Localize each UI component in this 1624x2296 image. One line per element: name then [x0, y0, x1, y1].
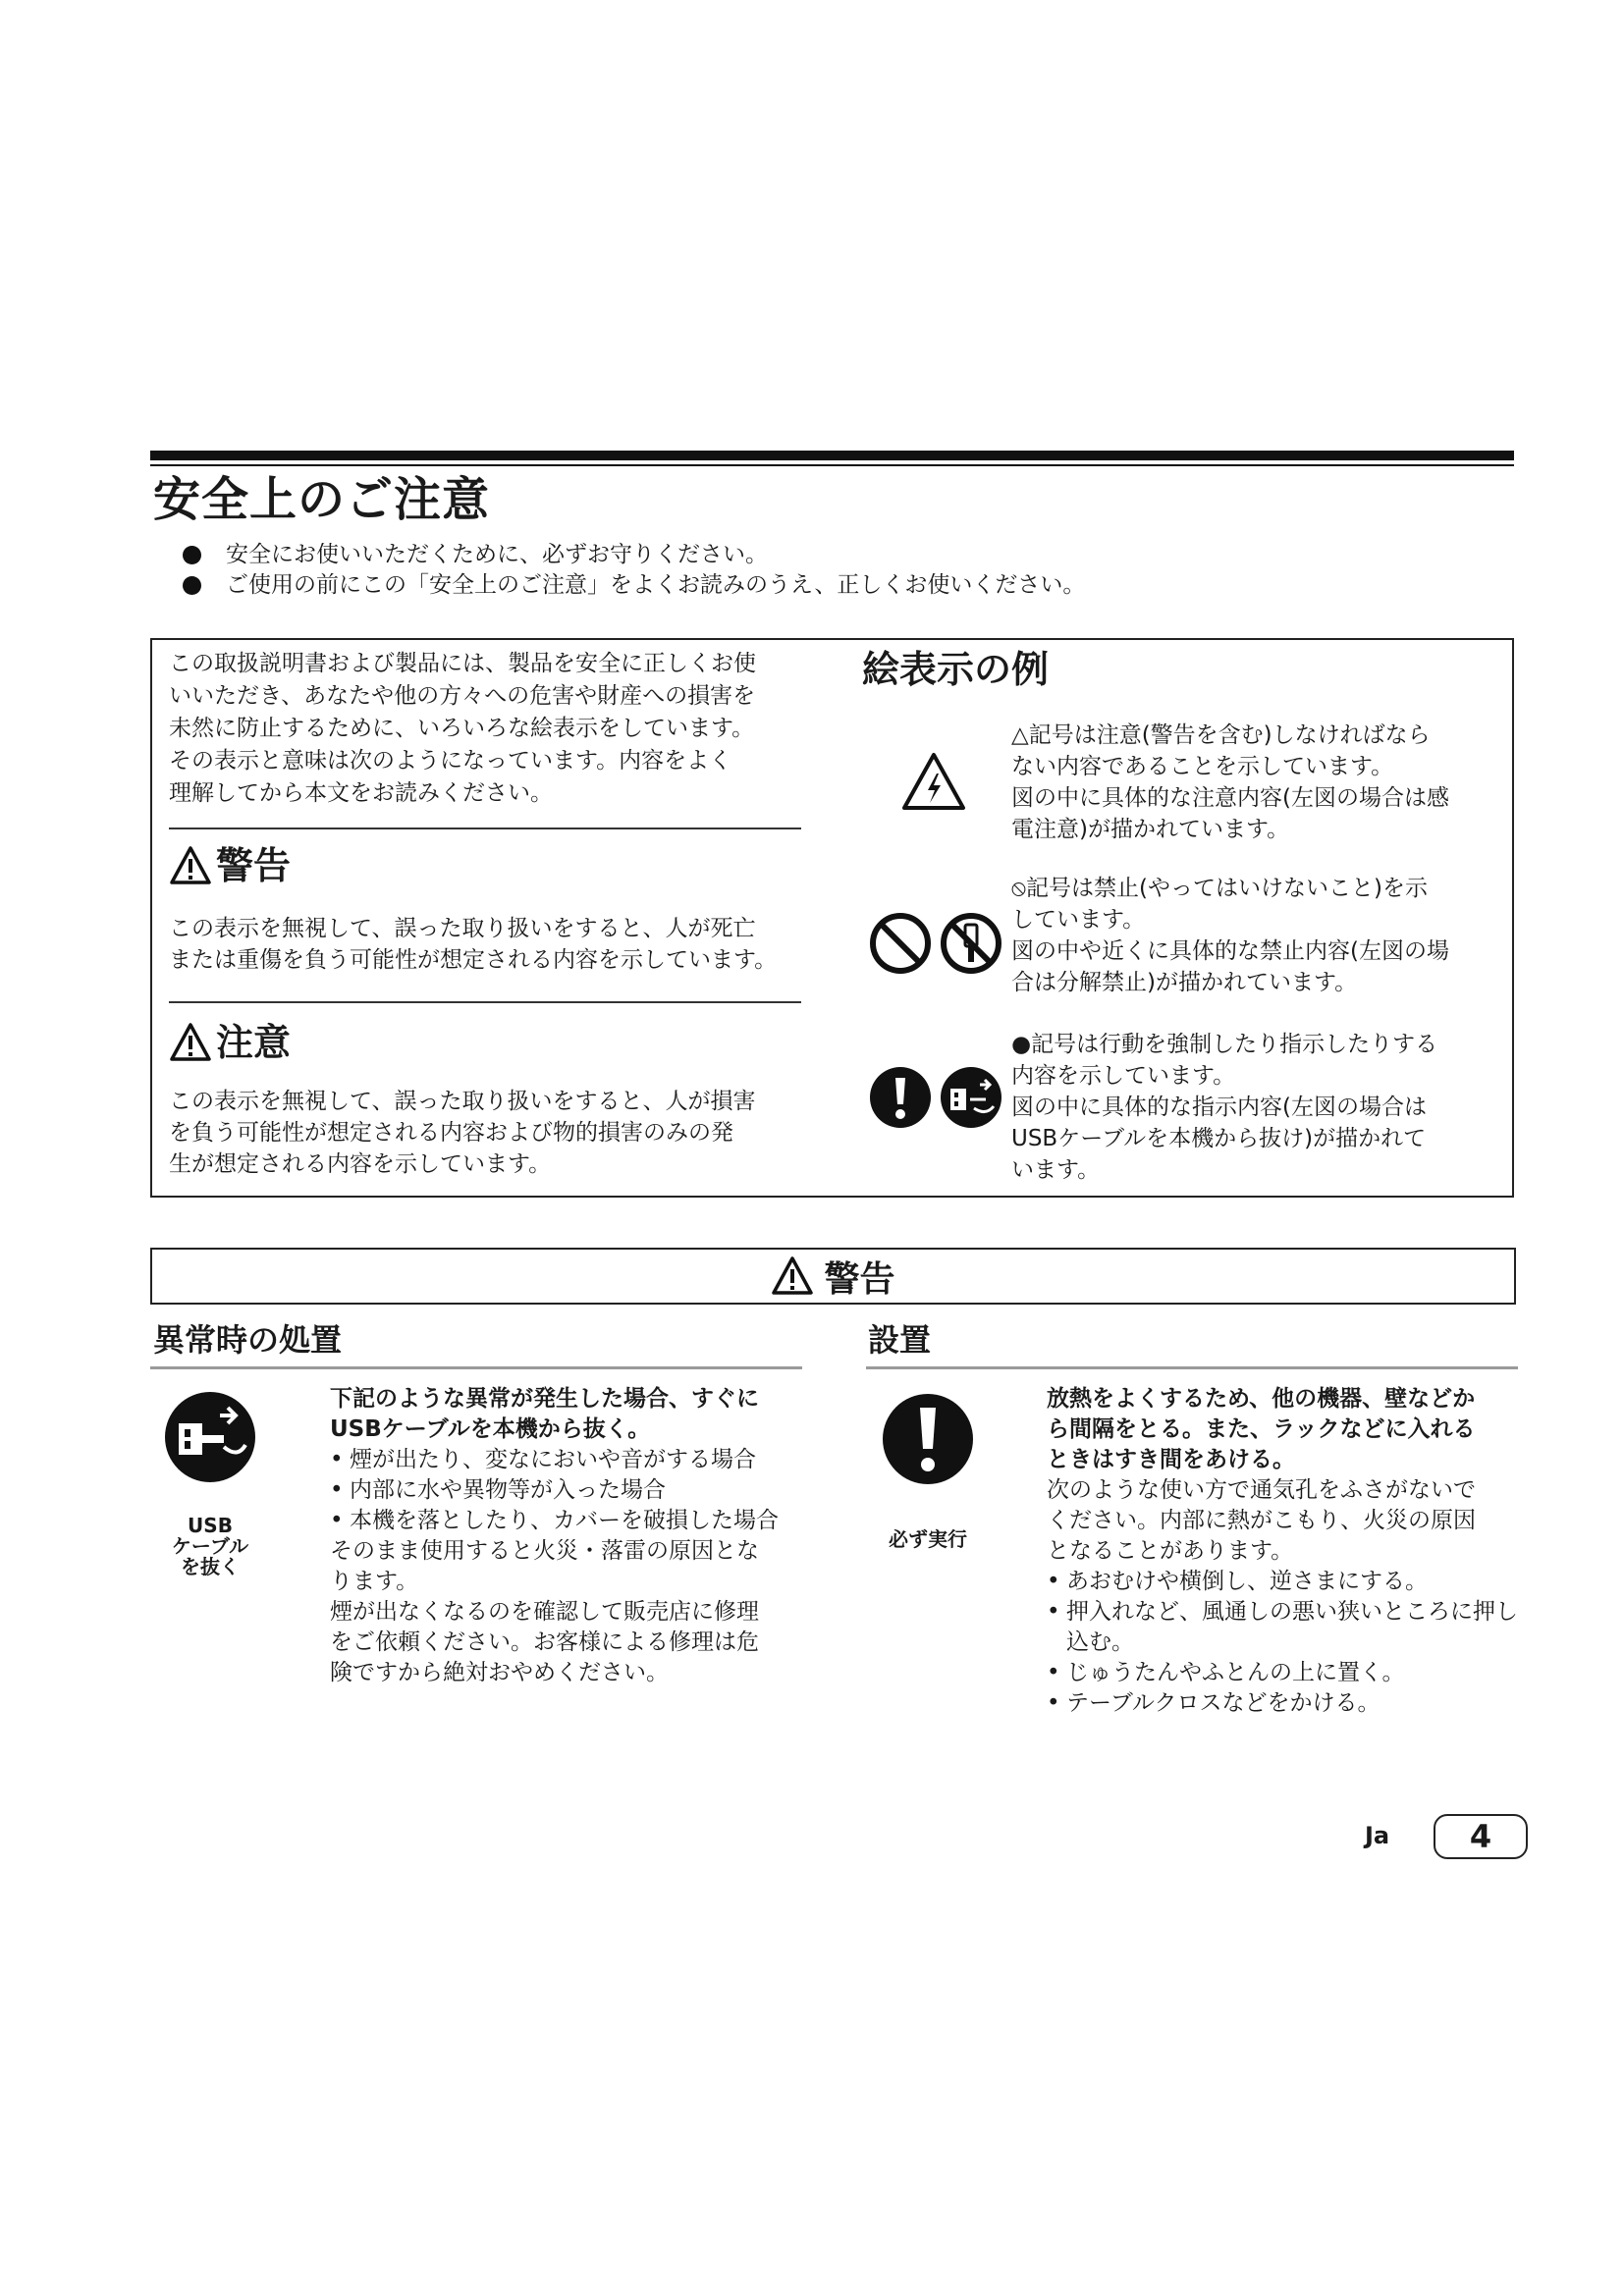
unplug-usb-icon: [939, 1065, 1003, 1130]
language-code: Ja: [1365, 1822, 1390, 1849]
bullet-dot-icon: [183, 576, 201, 595]
list-item: • 煙が出たり、変なにおいや音がする場合: [330, 1445, 811, 1475]
page-number: 4: [1434, 1814, 1528, 1859]
section-underline: [866, 1366, 1518, 1369]
caution-triangle-icon: [169, 1021, 212, 1064]
list-item: • テーブルクロスなどをかける。: [1047, 1688, 1524, 1719]
installation-lead: 放熱をよくするため、他の機器、壁などか ら間隔をとる。また、ラックなどに入れる ときはすき間をあける。: [1047, 1386, 1476, 1472]
intro-bullet: ご使用の前にこの「安全上のご注意」をよくお読みのうえ、正しくお使いください。: [183, 570, 1085, 601]
box-intro-text: この取扱説明書および製品には、製品を安全に正しくお使 いいただき、あなたや他の方々への危害や財産への損害を 未然に防止するために、いろいろな絵表示をしています。 その表示と意味は次のようになっています。内容をよく 理解してから本文をお読みください。: [169, 651, 756, 806]
installation-section-body: [1047, 1384, 1524, 1719]
abnormal-bullet-list: [330, 1445, 811, 1536]
mandatory-action-icon: [868, 1065, 933, 1130]
electric-shock-caution-icon: [901, 752, 966, 811]
usb-icon-caption: USB ケーブル を抜く: [171, 1514, 249, 1578]
abnormal-paragraph: そのまま使用すると火災・落雷の原因とな ります。: [330, 1538, 759, 1594]
bullet-dot-icon: [183, 546, 201, 564]
prohibition-icon: [868, 911, 933, 976]
warning-triangle-icon: [771, 1255, 814, 1297]
caution-signal-heading: [169, 1019, 291, 1066]
list-item: • 内部に水や異物等が入った場合: [330, 1475, 811, 1506]
list-item: • 本機を落としたり、カバーを破損した場合: [330, 1506, 811, 1536]
warning-bar-label: 警告: [824, 1258, 895, 1300]
divider: [169, 828, 801, 829]
caution-description: この表示を無視して、誤った取り扱いをすると、人が損害 を負う可能性が想定される内容および物的損害のみの発 生が想定される内容を示しています。: [169, 1089, 756, 1177]
installation-paragraph: 次のような使い方で通気孔をふさがないで ください。内部に熱がこもり、火災の原因 となることがあります。: [1047, 1477, 1476, 1564]
title-rule-thick: [150, 451, 1514, 460]
warning-triangle-icon: [169, 844, 212, 887]
intro-bullet-list: [183, 540, 1085, 601]
no-disassembly-icon: [939, 911, 1003, 976]
mandatory-action-icon: [881, 1390, 975, 1488]
example-prohibition-text: ⦸記号は禁止(やってはいけないこと)を示 しています。 図の中や近くに具体的な禁止内容(左図の場 合は分解禁止)が描かれています。: [1011, 876, 1449, 995]
list-item: • あおむけや横倒し、逆さまにする。: [1047, 1567, 1524, 1597]
abnormal-lead: 下記のような異常が発生した場合、すぐに USBケーブルを本機から抜く。: [330, 1386, 759, 1442]
example-mandatory-text: ●記号は行動を強制したり指示したりする 内容を示しています。 図の中に具体的な指示内容(左図の場合は USBケーブルを本機から抜け)が描かれて います。: [1011, 1032, 1438, 1183]
abnormal-section-body: [330, 1384, 811, 1688]
warning-label: 警告: [216, 844, 292, 887]
unplug-usb-cable-icon: [163, 1390, 257, 1484]
installation-bullet-list: [1047, 1567, 1524, 1719]
caution-label: 注意: [216, 1021, 292, 1064]
abnormal-paragraph: 煙が出なくなるのを確認して販売店に修理 をご依頼ください。お客様による修理は危 険ですから絶対おやめください。: [330, 1599, 759, 1685]
warning-description: この表示を無視して、誤った取り扱いをすると、人が死亡 または重傷を負う可能性が想定される内容を示しています。: [169, 916, 778, 973]
title-rule-thin: [150, 464, 1514, 466]
example-caution-text: △記号は注意(警告を含む)しなければなら ない内容であることを示しています。 図の中に具体的な注意内容(左図の場合は感 電注意)が描かれています。: [1011, 722, 1449, 842]
section-underline: [150, 1366, 802, 1369]
intro-bullet: 安全にお使いいただくために、必ずお守りください。: [183, 540, 1085, 570]
mandatory-icon-caption: 必ず実行: [889, 1527, 967, 1551]
warning-section-bar: [150, 1248, 1516, 1305]
divider: [169, 1001, 801, 1003]
section-title-installation: 設置: [868, 1321, 932, 1359]
list-item: • じゅうたんやふとんの上に置く。: [1047, 1658, 1524, 1688]
page-title: 安全上のご注意: [153, 472, 491, 527]
warning-signal-heading: [169, 842, 291, 889]
section-title-abnormal: 異常時の処置: [153, 1321, 343, 1359]
pictogram-examples-title: 絵表示の例: [862, 648, 1050, 691]
list-item: • 押入れなど、風通しの悪い狭いところに押し込む。: [1047, 1597, 1524, 1658]
